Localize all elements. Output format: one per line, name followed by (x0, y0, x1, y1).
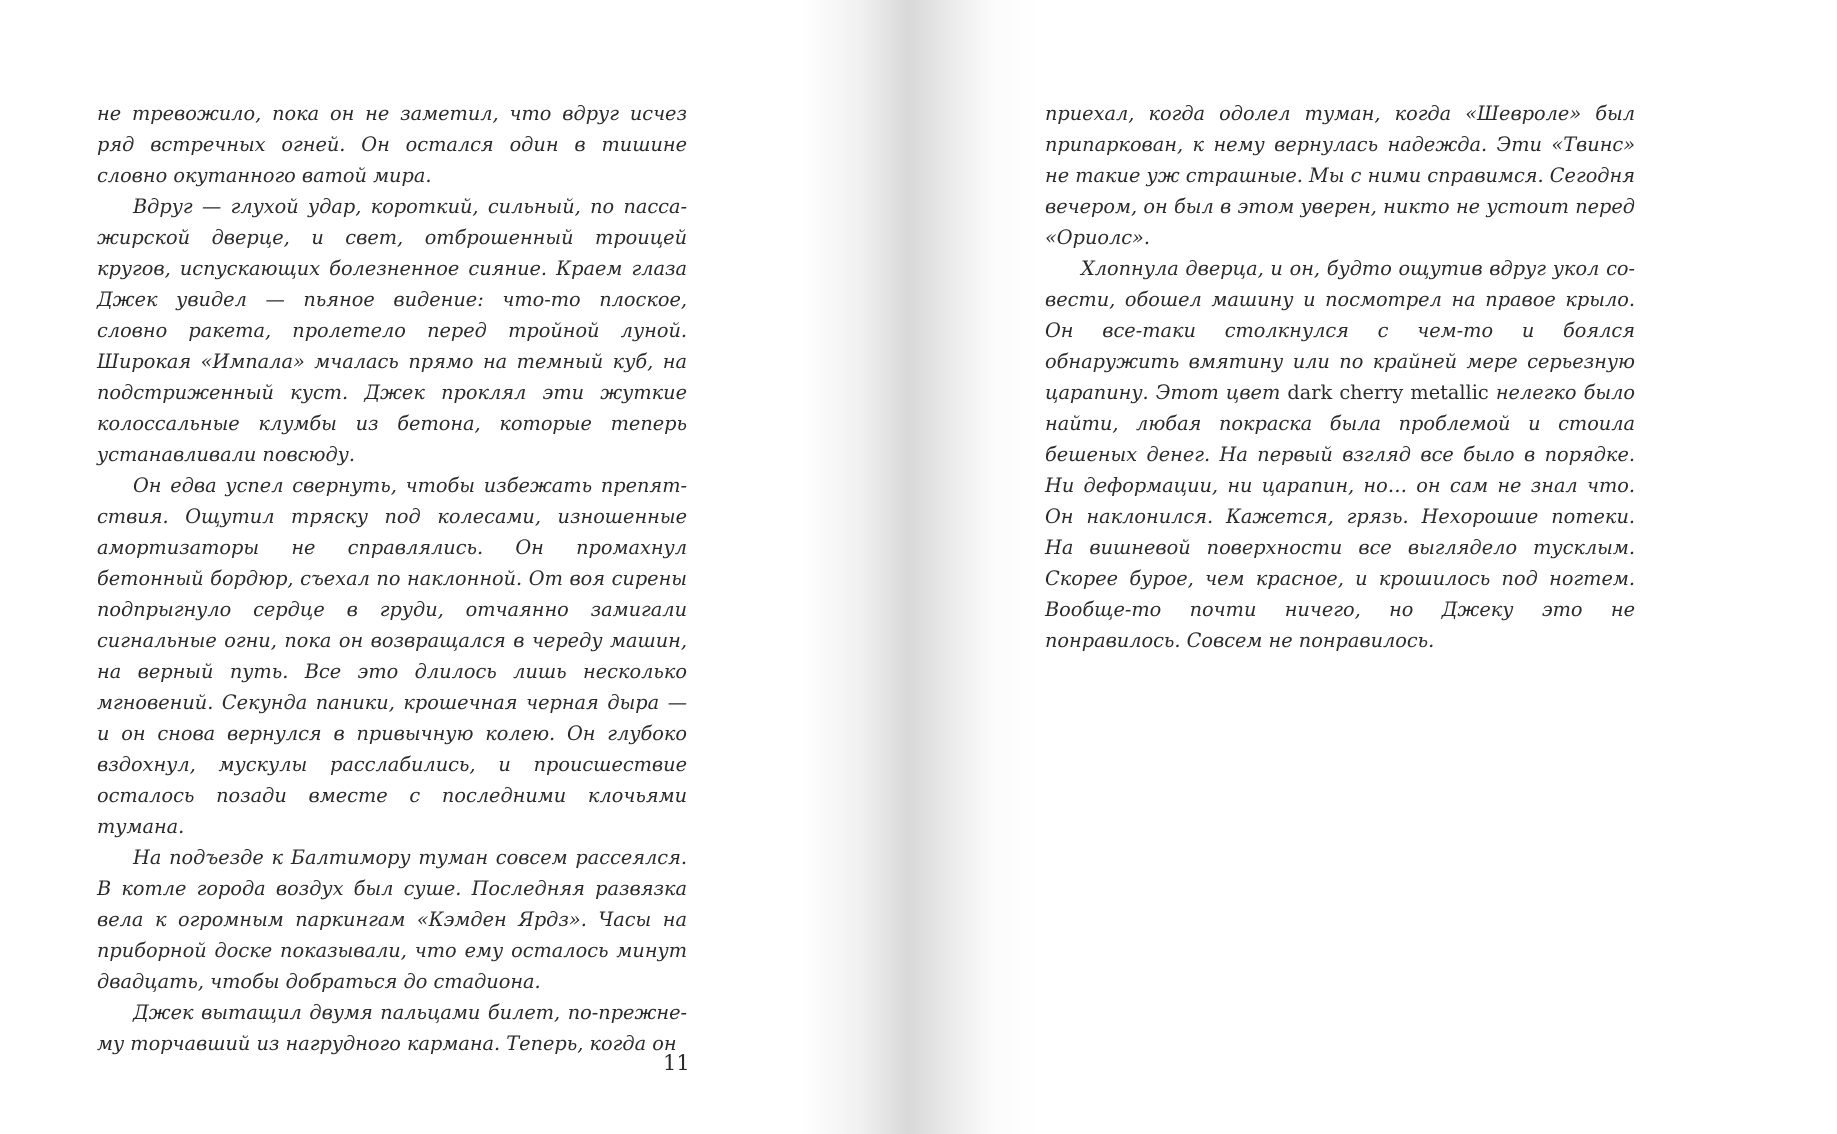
paragraph: не тревожило, пока он не заметил, что вдруг исчез ряд встречных огней. Он остался один в тишине словно окутанного ватой мира. (97, 102, 687, 187)
left-page-text (97, 98, 687, 1059)
paragraph (1045, 253, 1635, 656)
paragraph: На подъезде к Балтимору туман совсем рассеялся. В котле города воздух был суше. Последняя развязка вела к огромным паркингам «Кэмден Ярдз». Часы на приборной доске показывали, что ему осталось минут двадцать, чтобы добраться до стадиона. (97, 846, 687, 993)
paragraph-text: Хлопнула дверца, и он, будто ощутив вдруг укол совести, обошел машину и посмотрел на правое крыло. Он все-таки столкнулся с чем-то и боялся обнаружить вмятину или по крайней мере серьезную царапину. Этот цвет (1045, 257, 1635, 404)
paragraph-text: нелегко было найти, любая покраска была проблемой и стоила бешеных денег. На первый взгляд все было в порядке. Ни деформации, ни царапин, но… он сам не знал что. Он наклонился. Кажется, грязь. Нехорошие потеки. На вишневой поверхности все выглядело тусклым. Скорее бурое, чем красное, и крошилось под ногтем. Вообще-то почти ничего, но Джеку это не понравилось. Совсем не понравилось. (1045, 381, 1636, 652)
paragraph: приехал, когда одолел туман, когда «Шевроле» был припаркован, к нему вернулась надежда. Эти «Твинс» не такие уж страшные. Мы с ними справимся. Сегодня вечером, он был в этом уверен, никто не устоит перед «Ориолс». (1045, 102, 1635, 249)
book-gutter-shadow (800, 0, 1040, 1134)
page-number: 11 (663, 1051, 690, 1075)
paragraph: Он едва успел свернуть, чтобы избежать препятствия. Ощутил тряску под колесами, изношенные амортизаторы не справлялись. Он промахнул бетонный бордюр, съехал по наклонной. От воя сирены подпрыгнуло сердце в груди, отчаянно замигали сигнальные огни, пока он возвращался в череду машин, на верный путь. Все это длилось лишь несколько мгновений. Секунда паники, крошечная черная дыра — и он снова вернулся в привычную колею. Он глубоко вздохнул, мускулы расслабились, и происшествие осталось позади вместе с последними клочьями тумана. (97, 474, 687, 838)
paragraph: Джек вытащил двумя пальцами билет, по-прежнему торчавший из нагрудного кармана. Теперь, когда он (97, 1001, 687, 1055)
foreign-phrase: dark cherry metallic (1287, 381, 1489, 404)
paragraph: Вдруг — глухой удар, короткий, сильный, по пассажирской дверце, и свет, отброшенный троицей кругов, испускающих болезненное сияние. Краем глаза Джек увидел — пьяное видение: что-то плоское, словно ракета, пролетело перед тройной луной. Широкая «Импала» мчалась прямо на темный куб, на подстриженный куст. Джек проклял эти жуткие колоссальные клумбы из бетона, которые теперь устанавливали повсюду. (97, 195, 687, 466)
right-page-text (1045, 98, 1635, 656)
